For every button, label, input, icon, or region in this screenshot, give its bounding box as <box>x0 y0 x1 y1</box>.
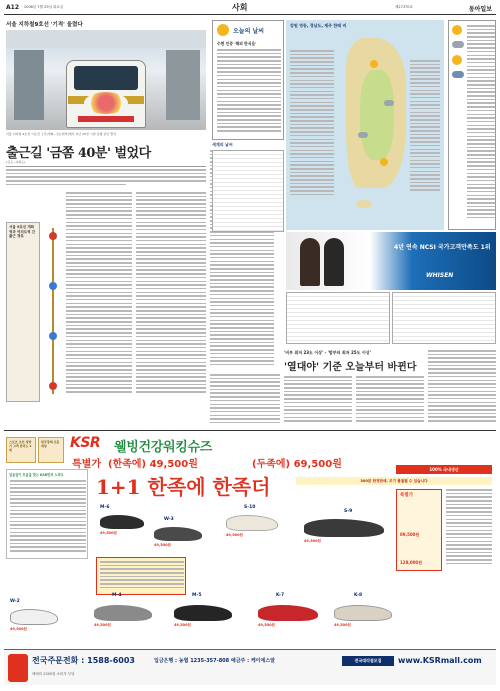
checklist-title: 걸음걸이 모음을 찾는 KSR만의 노하우 <box>9 473 64 477</box>
issue-number: 제27370호 <box>395 5 413 9</box>
shoe-w3-image[interactable] <box>154 527 202 541</box>
model-label: W-2 <box>10 599 20 604</box>
model-label: M-4 <box>112 593 122 598</box>
ksr-logo: KSR <box>70 435 101 451</box>
second-story-col1 <box>210 374 280 426</box>
award-badge: 스포츠 조선 상반기 고객 만족도 1위 <box>6 437 36 463</box>
subway-photo <box>6 30 206 130</box>
cloud-icon <box>358 132 368 138</box>
sun-icon <box>452 25 462 35</box>
model-label: M-5 <box>192 593 202 598</box>
lead-intro-text <box>6 169 206 191</box>
lead-byline: (김포~여의도) <box>6 160 26 164</box>
weather-map <box>286 20 444 230</box>
dealer-recruit[interactable]: 전국대리점모집 <box>342 656 394 666</box>
model-price: 49,500원 <box>334 623 351 627</box>
lead-kicker: 서울 지하철9호선 '기적' 울렸다 <box>6 22 83 28</box>
whisen-ad-product: WHISEN <box>426 272 454 279</box>
section-title: 사회 <box>232 2 248 12</box>
shoe-s10-image[interactable] <box>226 515 278 531</box>
shipping-note: 택배비 2500원 소비자 부담 <box>32 672 75 676</box>
shoe-m6-image[interactable] <box>100 515 144 529</box>
ksr-tagline: 웰빙건강워킹슈즈 <box>114 440 213 455</box>
weather-column <box>212 20 284 140</box>
route-diagram <box>42 222 64 402</box>
sun-icon <box>452 55 462 65</box>
rain-cloud-icon <box>452 71 464 78</box>
route-sidebar-label: 서울 9호선 개화역과 여의도역 간 출근 경로 <box>9 225 36 238</box>
ad-separator <box>4 430 496 431</box>
model-price: 49,500원 <box>258 623 275 627</box>
route-sidebar <box>6 222 40 402</box>
world-weather-title: 세계의 날씨 <box>212 142 233 147</box>
cloud-icon <box>384 100 394 106</box>
model-label: K-7 <box>276 593 285 598</box>
model-price: 49,500원 <box>94 623 111 627</box>
order-phone[interactable]: 전국주문전화 : 1588-6003 <box>32 656 135 665</box>
lead-body-col2 <box>136 192 206 404</box>
paper-name: 동아일보 <box>468 6 492 13</box>
phone-icon <box>8 654 28 682</box>
shoe-s9-image[interactable] <box>304 519 384 537</box>
issue-date: 2008년 7월 29일 화요일 <box>24 5 64 9</box>
shoe-k7-image[interactable] <box>258 605 318 621</box>
shoe-k8-image[interactable] <box>334 605 392 621</box>
order-bar <box>4 649 496 685</box>
model-price: 49,500원 <box>226 533 243 537</box>
model-price: 49,500원 <box>154 543 171 547</box>
price-one: (한족에) 49,500원 <box>108 459 198 470</box>
shoe-m4-image[interactable] <box>94 605 152 621</box>
model-label: S-9 <box>344 509 353 514</box>
photo-caption: 서울 지하철 9호선 시운전 구간(개화~신논현역)에서 지난 25일 시범 운행 중인 열차. <box>6 132 117 136</box>
model-photo <box>324 238 344 286</box>
sun-icon <box>380 158 388 166</box>
second-story-col2 <box>284 376 352 426</box>
offer-price-2: 128,000원 <box>400 560 423 565</box>
world-weather-table <box>212 150 284 232</box>
offer-price-1: 89,500원 <box>400 532 420 537</box>
promo-headline: 1+1 한족에 한족더 <box>96 475 271 499</box>
shoe-m5-image[interactable] <box>174 605 232 621</box>
page-number: A12 <box>6 4 19 11</box>
second-story-kicker: '비부 최저 23도 이상' - '밤부터 최저 25도 이상' <box>284 350 371 355</box>
model-price: 49,500원 <box>10 627 27 631</box>
special-offer-box <box>396 489 442 571</box>
info-panel <box>96 557 186 595</box>
lead-body-col1 <box>66 192 132 404</box>
shoe-w2-image[interactable] <box>10 609 58 625</box>
model-photo <box>300 238 320 286</box>
map-title: 강원 영동, 경남도, 제주 한때 비 <box>290 23 347 28</box>
model-label: K-8 <box>354 593 363 598</box>
price-two: (두족에) 69,500원 <box>252 459 342 470</box>
ksr-ad[interactable] <box>4 433 496 687</box>
header-rule <box>4 14 496 15</box>
whisen-ad-headline: 4년 연속 NCSI 국가고객만족도 1위 <box>394 244 491 251</box>
model-label: M-6 <box>100 505 110 510</box>
model-price: 49,500원 <box>174 623 191 627</box>
second-story-headline: '열대야' 기준 오늘부터 바뀐다 <box>284 362 417 373</box>
special-label: 특별가 <box>72 459 101 470</box>
cloud-icon <box>452 41 464 48</box>
model-price: 49,500원 <box>100 531 117 535</box>
made-in-korea-badge: 100% 국내생산 <box>396 465 492 474</box>
model-label: W-3 <box>164 517 174 522</box>
stats-table-right <box>392 292 496 344</box>
model-price: 49,500원 <box>304 539 321 543</box>
bank-info: 입금은행 : 농협 1235-357-808 예금주 : 케이에스알 <box>154 658 276 664</box>
weather-forecast-strip <box>448 20 496 230</box>
special-offer-title: 특별가 <box>400 493 414 498</box>
weather-subtitle: 수면 인증 '해외 탄식음' <box>217 41 257 46</box>
checklist-box <box>6 469 88 559</box>
limited-offer: 300본 한정판매, 조기 품절될 수 있습니다 <box>296 477 492 485</box>
ksr-website[interactable]: www.KSRmall.com <box>398 656 482 665</box>
sun-icon <box>217 24 229 36</box>
second-story-col3 <box>356 376 424 426</box>
sun-icon <box>370 60 378 68</box>
weather-title: 오늘의 날씨 <box>233 28 265 35</box>
award-badge-2: 한국경제 신문대상 <box>38 437 64 463</box>
stats-table-left <box>286 292 390 344</box>
second-story-col4 <box>428 350 496 426</box>
whisen-ad[interactable] <box>286 232 496 290</box>
lead-headline: 출근길 '금쫌 40분' 벌었다 <box>6 146 151 161</box>
model-label: S-10 <box>244 505 256 510</box>
